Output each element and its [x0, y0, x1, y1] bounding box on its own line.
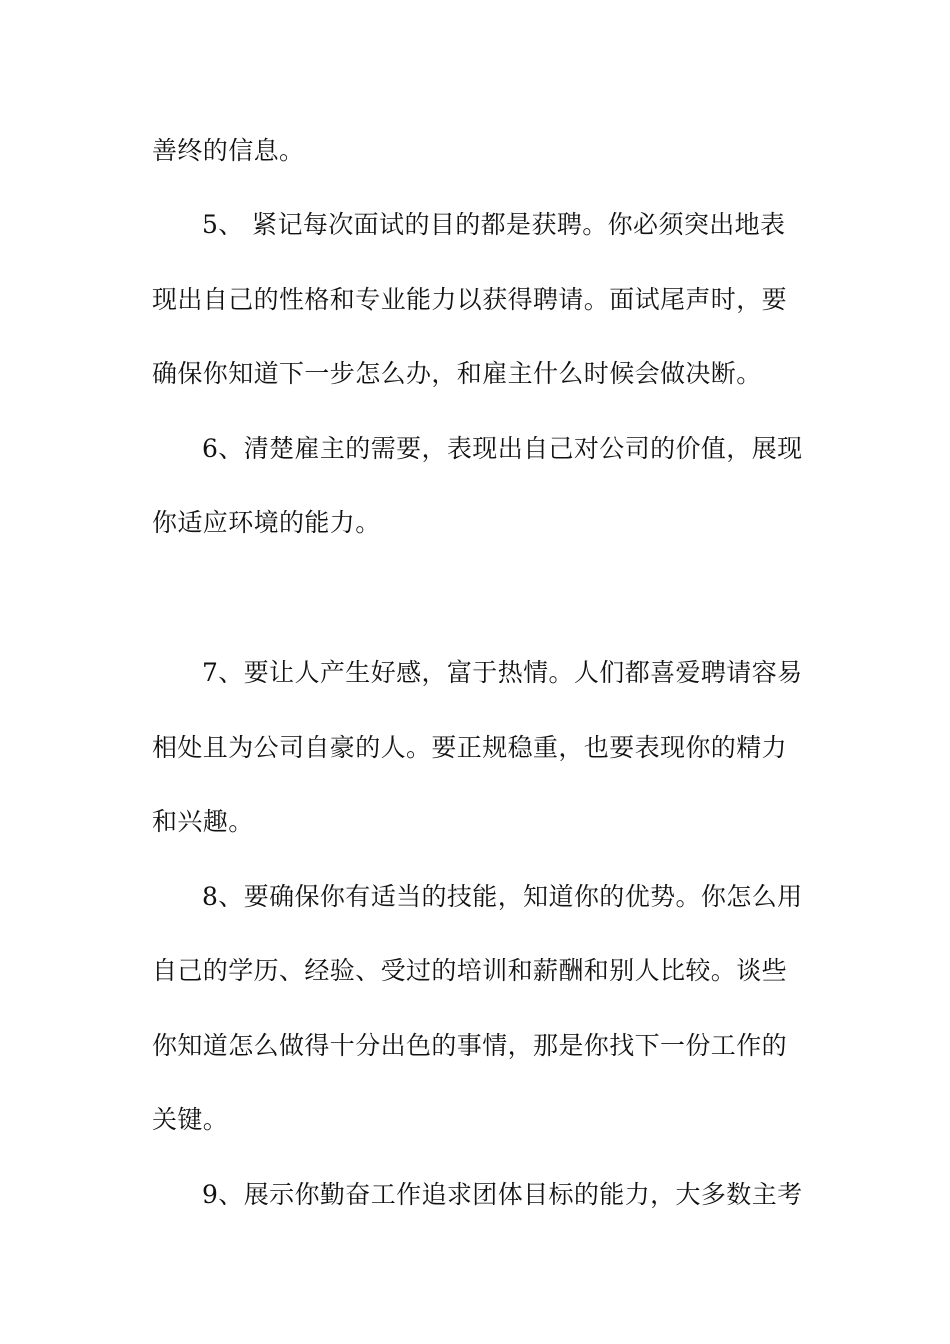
- text-line: 关键。: [152, 1105, 229, 1134]
- text-line: 善终的信息。: [152, 136, 305, 165]
- text-line: 和兴趣。: [152, 807, 254, 836]
- text-line: 你知道怎么做得十分出色的事情，那是你找下一份工作的: [152, 1031, 788, 1060]
- text-line: 你适应环境的能力。: [152, 508, 381, 537]
- text-line: 现出自己的性格和专业能力以获得聘请。面试尾声时，要: [152, 285, 788, 314]
- text-line: 相处且为公司自豪的人。要正规稳重，也要表现你的精力: [152, 733, 788, 762]
- paragraph-7-first-line: 7、要让人产生好感，富于热情。人们都喜爱聘请容易: [202, 658, 803, 687]
- text-line: 确保你知道下一步怎么办，和雇主什么时候会做决断。: [152, 359, 762, 388]
- paragraph-6-first-line: 6、清楚雇主的需要，表现出自己对公司的价值，展现: [202, 434, 803, 463]
- paragraph-8-first-line: 8、要确保你有适当的技能，知道你的优势。你怎么用: [202, 882, 803, 911]
- paragraph-5-first-line: 5、 紧记每次面试的目的都是获聘。你必须突出地表: [202, 210, 786, 239]
- text-line: 自己的学历、经验、受过的培训和薪酬和别人比较。谈些: [152, 956, 788, 985]
- paragraph-9-first-line: 9、展示你勤奋工作追求团体目标的能力，大多数主考: [202, 1180, 803, 1209]
